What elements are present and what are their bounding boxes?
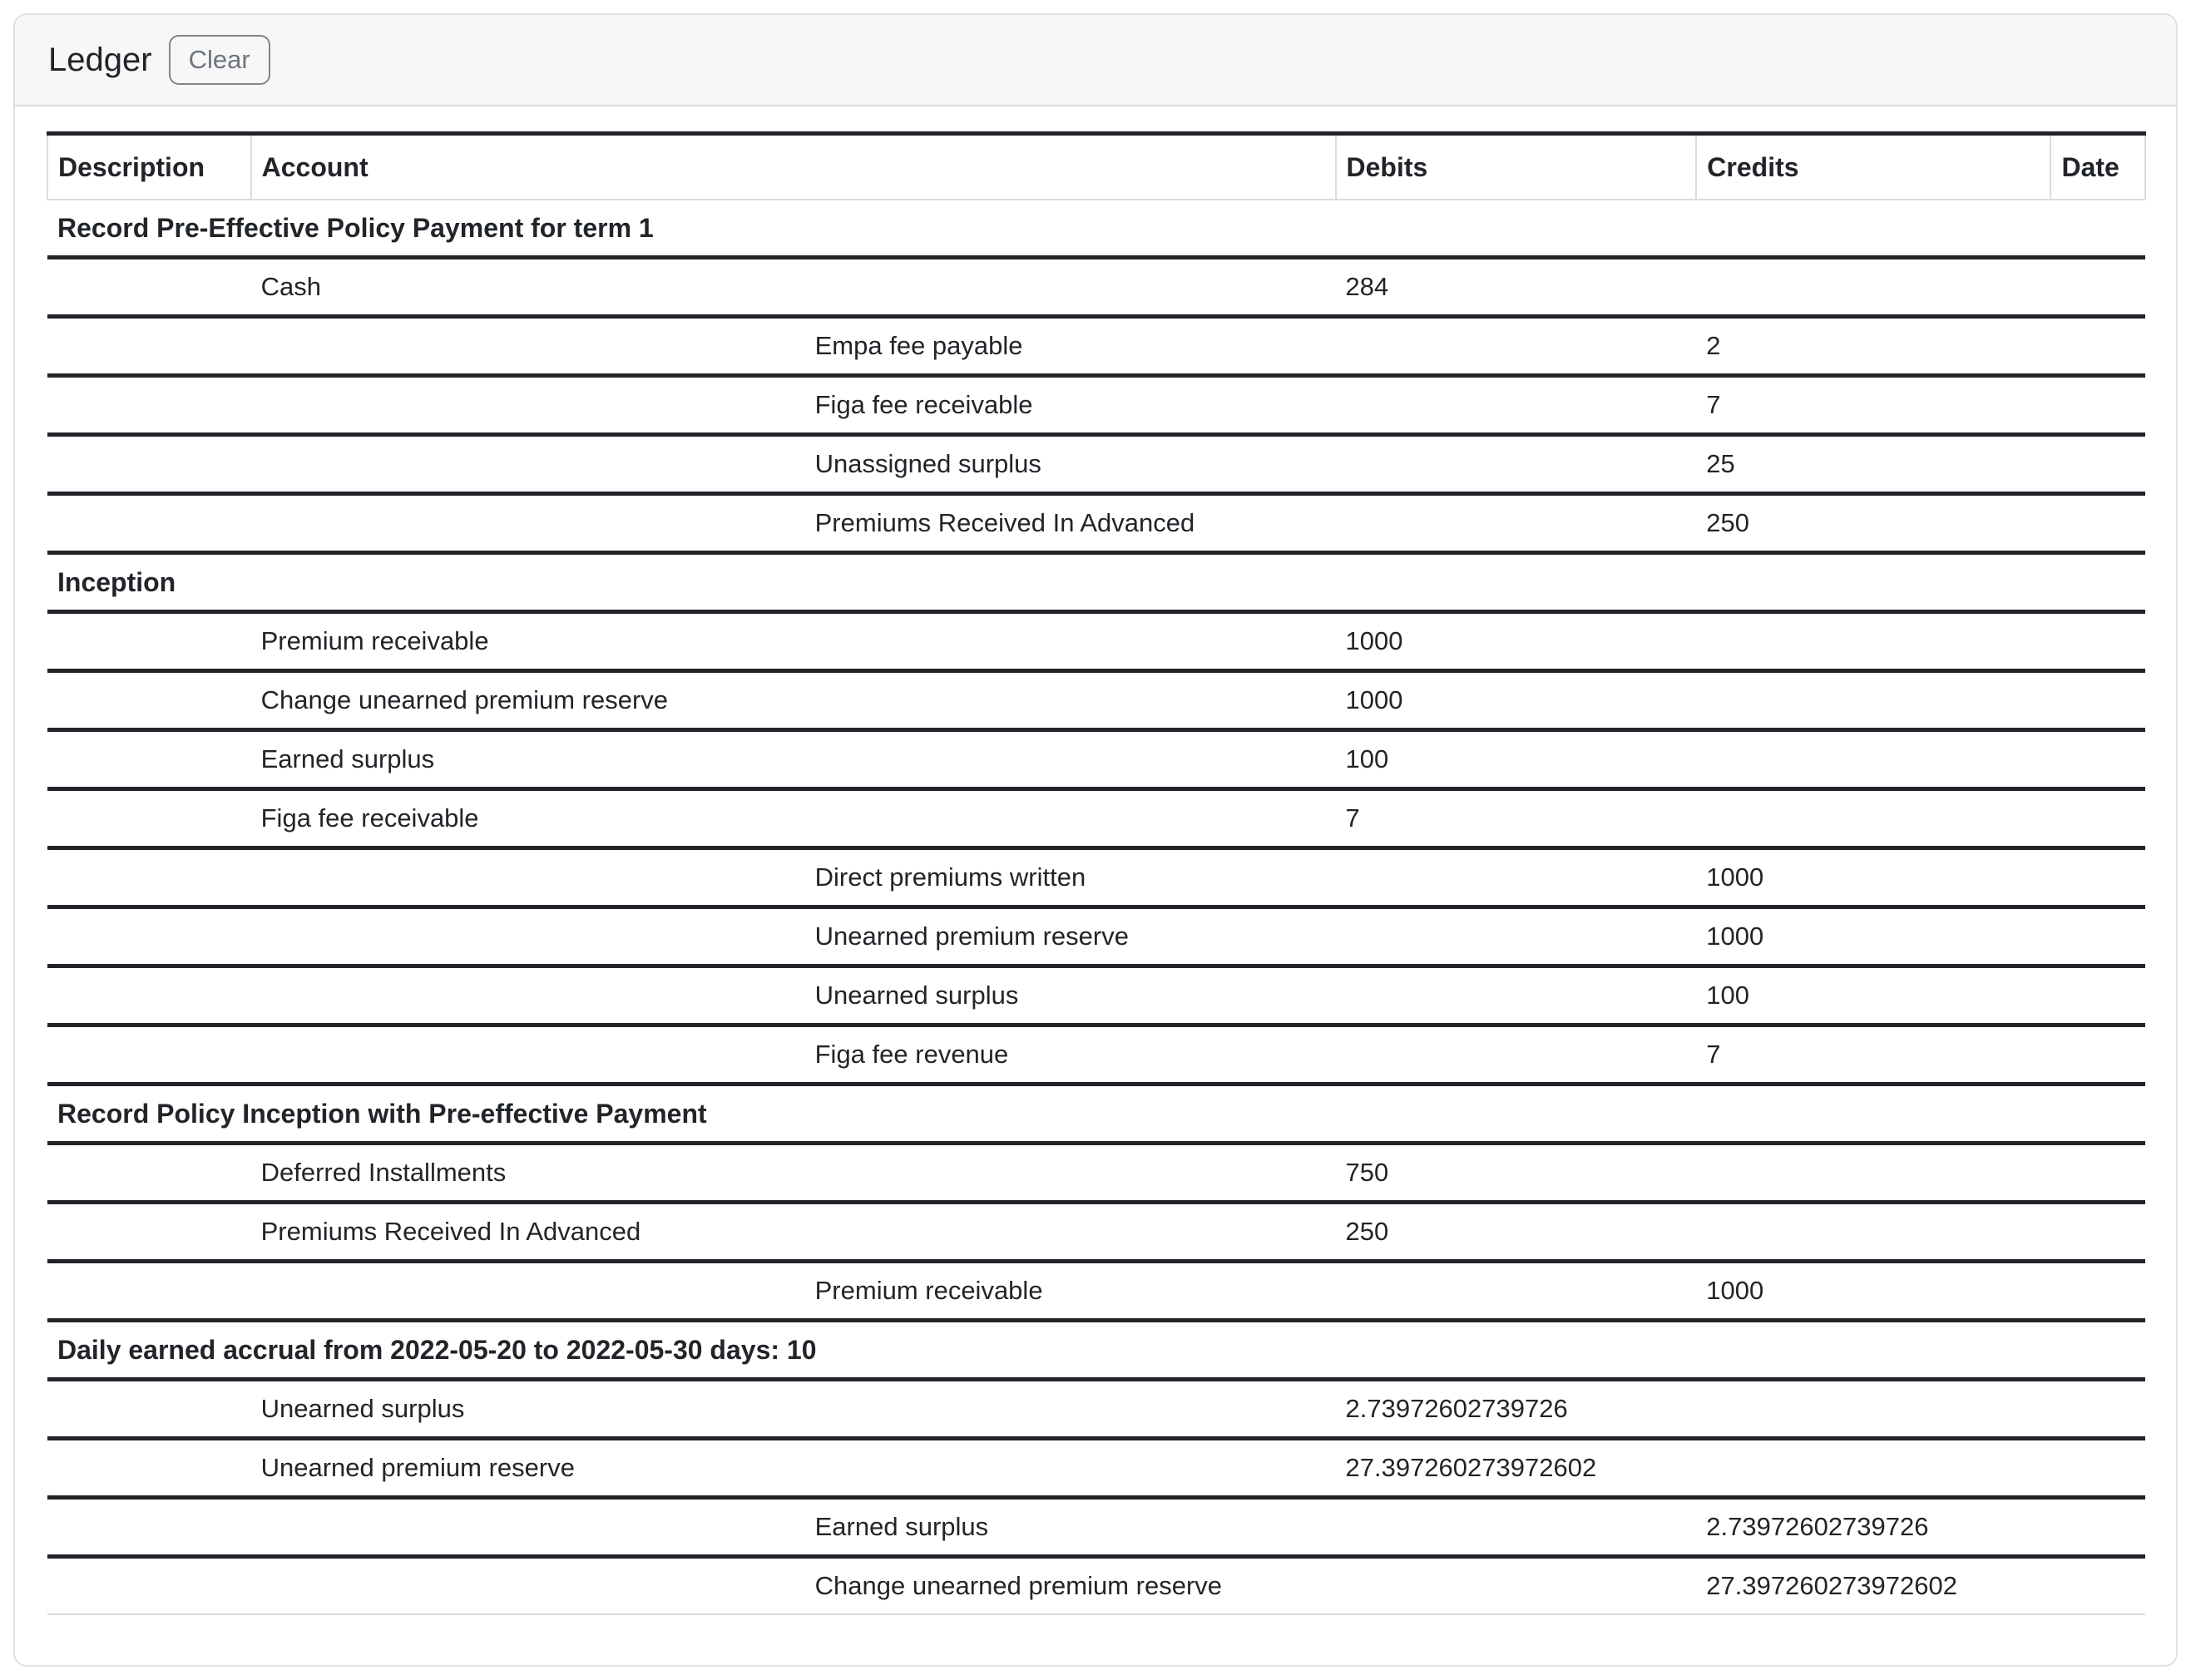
account-cell: Figa fee receivable: [814, 390, 1033, 419]
table-head: [47, 134, 2145, 200]
debit-amount: 750: [1345, 1158, 1389, 1187]
section-title: Record Policy Inception with Pre-effective Payment: [57, 1099, 707, 1129]
account-cell: Figa fee receivable: [260, 803, 479, 833]
card-body: [15, 106, 2176, 1665]
date-cell: [2050, 317, 2145, 376]
ledger-entry-row: [47, 376, 2145, 435]
description-cell: [47, 612, 251, 671]
date-cell: [2050, 494, 2145, 553]
column-header-account: Account: [251, 134, 1336, 200]
credit-amount: [1696, 1203, 2050, 1262]
account-cell: Premiums Received In Advanced: [260, 1217, 641, 1246]
ledger-entry-row: [47, 671, 2145, 730]
ledger-entry-row: [47, 1144, 2145, 1203]
description-cell: [47, 494, 251, 553]
date-cell: [2050, 789, 2145, 848]
description-cell: [47, 1557, 251, 1615]
credit-amount: 2.73972602739726: [1706, 1512, 1929, 1541]
credit-amount: [1696, 1380, 2050, 1439]
credit-amount: 1000: [1706, 922, 1764, 951]
debit-amount: 2.73972602739726: [1345, 1394, 1568, 1423]
clear-button[interactable]: Clear: [169, 35, 270, 85]
ledger-entry-row: [47, 1498, 2145, 1557]
credit-amount: 2: [1706, 331, 1721, 360]
ledger-entry-row: [47, 730, 2145, 789]
date-cell: [2050, 1025, 2145, 1085]
account-cell: Empa fee payable: [814, 331, 1023, 360]
debit-amount: [1336, 376, 1697, 435]
ledger-entry-row: [47, 258, 2145, 317]
column-header-credits: Credits: [1696, 134, 2050, 200]
account-cell: Premiums Received In Advanced: [814, 508, 1195, 537]
account-cell: Direct premiums written: [814, 862, 1086, 892]
date-cell: [2050, 730, 2145, 789]
description-cell: [47, 1380, 251, 1439]
date-cell: [2050, 1203, 2145, 1262]
account-cell: Premium receivable: [814, 1276, 1043, 1305]
table-body: [47, 200, 2145, 1614]
date-cell: [2050, 376, 2145, 435]
ledger-entry-row: [47, 1557, 2145, 1615]
ledger-entry-row: [47, 1025, 2145, 1085]
debit-amount: 250: [1345, 1217, 1389, 1246]
ledger-entry-row: [47, 494, 2145, 553]
section-header-row: [47, 553, 2145, 612]
section-header-row: [47, 1085, 2145, 1144]
description-cell: [47, 907, 251, 966]
debit-amount: 7: [1345, 803, 1360, 833]
debit-amount: [1336, 435, 1697, 494]
ledger-entry-row: [47, 317, 2145, 376]
debit-amount: 1000: [1345, 685, 1403, 714]
description-cell: [47, 1025, 251, 1085]
account-cell: Unearned surplus: [814, 981, 1019, 1010]
section-title: Inception: [57, 567, 176, 597]
debit-amount: [1336, 317, 1697, 376]
column-header-description: Description: [47, 134, 251, 200]
description-cell: [47, 730, 251, 789]
credit-amount: [1696, 730, 2050, 789]
description-cell: [47, 376, 251, 435]
section-title: Daily earned accrual from 2022-05-20 to 2022-05-30 days: 10: [57, 1335, 817, 1365]
credit-amount: 100: [1706, 981, 1750, 1010]
description-cell: [47, 1262, 251, 1321]
ledger-card: [13, 13, 2178, 1667]
account-cell: Change unearned premium reserve: [260, 685, 669, 714]
ledger-entry-row: [47, 612, 2145, 671]
credit-amount: 7: [1706, 1040, 1721, 1069]
date-cell: [2050, 1557, 2145, 1615]
description-cell: [47, 258, 251, 317]
date-cell: [2050, 1498, 2145, 1557]
account-cell: Deferred Installments: [260, 1158, 507, 1187]
debit-amount: [1336, 907, 1697, 966]
account-cell: Change unearned premium reserve: [814, 1571, 1223, 1600]
date-cell: [2050, 435, 2145, 494]
account-cell: Earned surplus: [260, 744, 435, 773]
page-title: Ledger: [48, 42, 152, 78]
credit-amount: 27.397260273972602: [1706, 1571, 1957, 1600]
debit-amount: 284: [1345, 272, 1389, 301]
account-cell: Unearned premium reserve: [260, 1453, 575, 1482]
account-cell: Unassigned surplus: [814, 449, 1041, 478]
credit-amount: [1696, 1144, 2050, 1203]
credit-amount: [1696, 671, 2050, 730]
credit-amount: [1696, 1439, 2050, 1498]
ledger-entry-row: [47, 435, 2145, 494]
table-header-row: [47, 134, 2145, 200]
date-cell: [2050, 907, 2145, 966]
date-cell: [2050, 1439, 2145, 1498]
debit-amount: [1336, 1025, 1697, 1085]
credit-amount: 1000: [1706, 862, 1764, 892]
account-cell: Cash: [260, 272, 321, 301]
debit-amount: [1336, 1498, 1697, 1557]
date-cell: [2050, 612, 2145, 671]
ledger-table: [47, 131, 2146, 1615]
credit-amount: [1696, 258, 2050, 317]
ledger-entry-row: [47, 966, 2145, 1025]
description-cell: [47, 789, 251, 848]
ledger-entry-row: [47, 1380, 2145, 1439]
column-header-date: Date: [2050, 134, 2145, 200]
account-cell: Unearned premium reserve: [814, 922, 1129, 951]
debit-amount: 27.397260273972602: [1345, 1453, 1597, 1482]
ledger-entry-row: [47, 1262, 2145, 1321]
account-cell: Premium receivable: [260, 626, 489, 655]
date-cell: [2050, 671, 2145, 730]
description-cell: [47, 317, 251, 376]
account-cell: Figa fee revenue: [814, 1040, 1009, 1069]
debit-amount: [1336, 1262, 1697, 1321]
description-cell: [47, 848, 251, 907]
description-cell: [47, 1144, 251, 1203]
debit-amount: [1336, 966, 1697, 1025]
description-cell: [47, 671, 251, 730]
description-cell: [47, 1203, 251, 1262]
ledger-entry-row: [47, 1203, 2145, 1262]
date-cell: [2050, 1262, 2145, 1321]
description-cell: [47, 966, 251, 1025]
ledger-entry-row: [47, 1439, 2145, 1498]
debit-amount: [1336, 1557, 1697, 1615]
account-cell: Earned surplus: [814, 1512, 989, 1541]
debit-amount: 1000: [1345, 626, 1403, 655]
ledger-entry-row: [47, 907, 2145, 966]
section-header-row: [47, 200, 2145, 258]
description-cell: [47, 1498, 251, 1557]
ledger-entry-row: [47, 789, 2145, 848]
debit-amount: [1336, 848, 1697, 907]
description-cell: [47, 1439, 251, 1498]
date-cell: [2050, 848, 2145, 907]
column-header-debits: Debits: [1336, 134, 1697, 200]
credit-amount: [1696, 789, 2050, 848]
date-cell: [2050, 1380, 2145, 1439]
ledger-entry-row: [47, 848, 2145, 907]
account-cell: Unearned surplus: [260, 1394, 465, 1423]
description-cell: [47, 435, 251, 494]
date-cell: [2050, 258, 2145, 317]
card-header: [15, 15, 2176, 106]
credit-amount: 25: [1706, 449, 1735, 478]
debit-amount: [1336, 494, 1697, 553]
date-cell: [2050, 966, 2145, 1025]
section-title: Record Pre-Effective Policy Payment for term 1: [57, 213, 654, 243]
credit-amount: 7: [1706, 390, 1721, 419]
credit-amount: 250: [1706, 508, 1750, 537]
credit-amount: [1696, 612, 2050, 671]
date-cell: [2050, 1144, 2145, 1203]
credit-amount: 1000: [1706, 1276, 1764, 1305]
section-header-row: [47, 1321, 2145, 1380]
debit-amount: 100: [1345, 744, 1389, 773]
